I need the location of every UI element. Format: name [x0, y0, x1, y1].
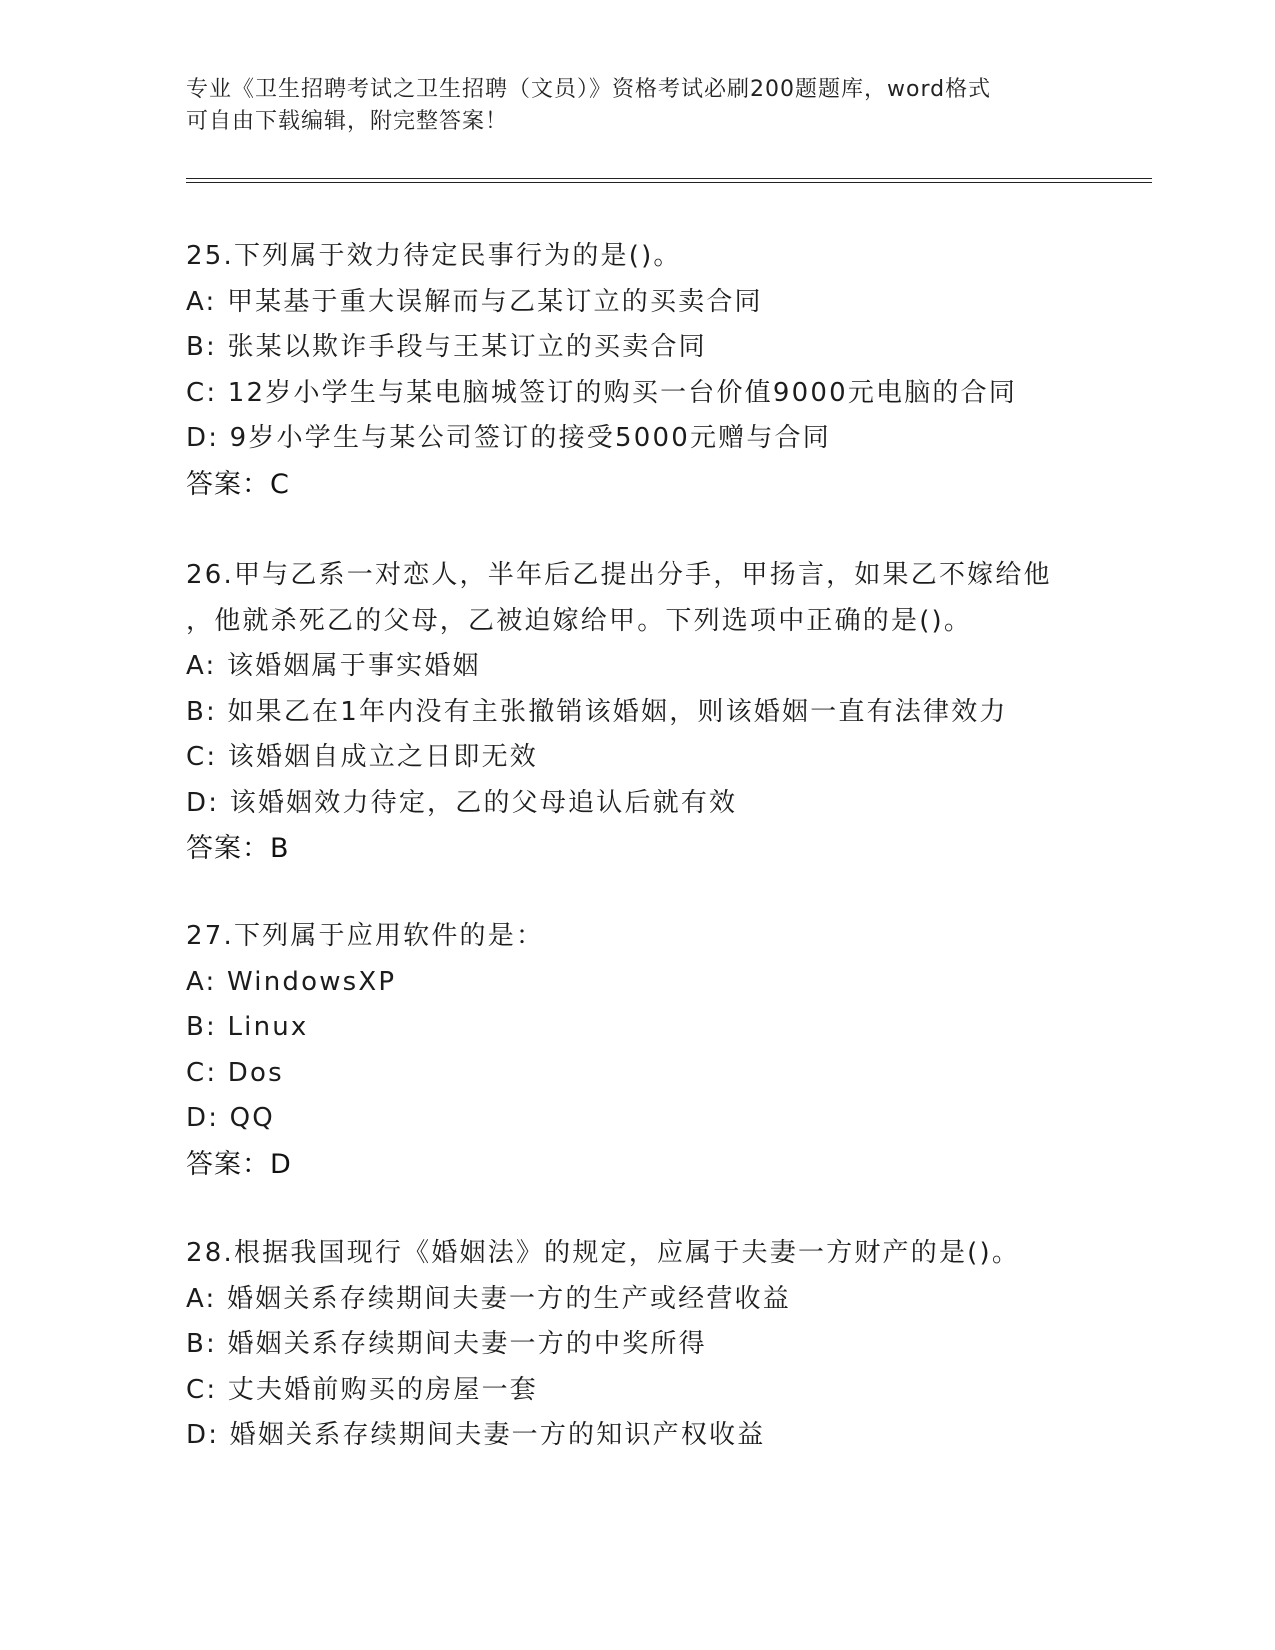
- question-26: [186, 553, 1126, 872]
- question-stem: 25.下列属于效力待定民事行为的是()。: [186, 241, 682, 271]
- option-d: D: 婚姻关系存续期间夫妻一方的知识产权收益: [186, 1420, 766, 1450]
- option-b: B: 如果乙在1年内没有主张撤销该婚姻，则该婚姻一直有法律效力: [186, 696, 1008, 727]
- option-a: A: WindowsXP: [186, 966, 397, 997]
- question-28: [186, 1231, 1126, 1459]
- header-divider-top: [186, 178, 1152, 179]
- document-header: [186, 74, 1066, 138]
- question-stem: 27.下列属于应用软件的是：: [186, 921, 545, 951]
- question-27: [186, 914, 1126, 1187]
- question-stem: 28.根据我国现行《婚姻法》的规定，应属于夫妻一方财产的是()。: [186, 1238, 1021, 1268]
- question-stem-continued: ，他就杀死乙的父母，乙被迫嫁给甲。下列选项中正确的是()。: [186, 605, 973, 636]
- answer-line: 答案：C: [186, 468, 290, 500]
- option-c: C: Dos: [186, 1057, 284, 1088]
- header-line-2: 可自由下载编辑，附完整答案！: [186, 109, 509, 134]
- option-a: A: 该婚姻属于事实婚姻: [186, 651, 481, 681]
- option-b: B: 张某以欺诈手段与王某订立的买卖合同: [186, 332, 707, 362]
- option-c: C: 丈夫婚前购买的房屋一套: [186, 1374, 538, 1405]
- header-divider-bottom: [186, 182, 1152, 183]
- option-b: B: Linux: [186, 1012, 309, 1042]
- question-25: [186, 234, 1126, 507]
- option-b: B: 婚姻关系存续期间夫妻一方的中奖所得: [186, 1329, 707, 1359]
- answer-line: 答案：D: [186, 1148, 292, 1180]
- option-d: D: 9岁小学生与某公司签订的接受5000元赠与合同: [186, 423, 831, 453]
- option-a: A: 甲某基于重大误解而与乙某订立的买卖合同: [186, 286, 763, 317]
- option-d: D: 该婚姻效力待定，乙的父母追认后就有效: [186, 787, 738, 818]
- option-c: C: 该婚姻自成立之日即无效: [186, 742, 538, 772]
- option-c: C: 12岁小学生与某电脑城签订的购买一台价值9000元电脑的合同: [186, 377, 1018, 408]
- option-a: A: 婚姻关系存续期间夫妻一方的生产或经营收益: [186, 1283, 791, 1314]
- answer-line: 答案：B: [186, 833, 290, 864]
- header-line-1: 专业《卫生招聘考试之卫生招聘（文员）》资格考试必刷200题题库，word格式: [186, 77, 992, 102]
- question-stem: 26.甲与乙系一对恋人，半年后乙提出分手，甲扬言，如果乙不嫁给他: [186, 560, 1052, 590]
- option-d: D: QQ: [186, 1103, 275, 1133]
